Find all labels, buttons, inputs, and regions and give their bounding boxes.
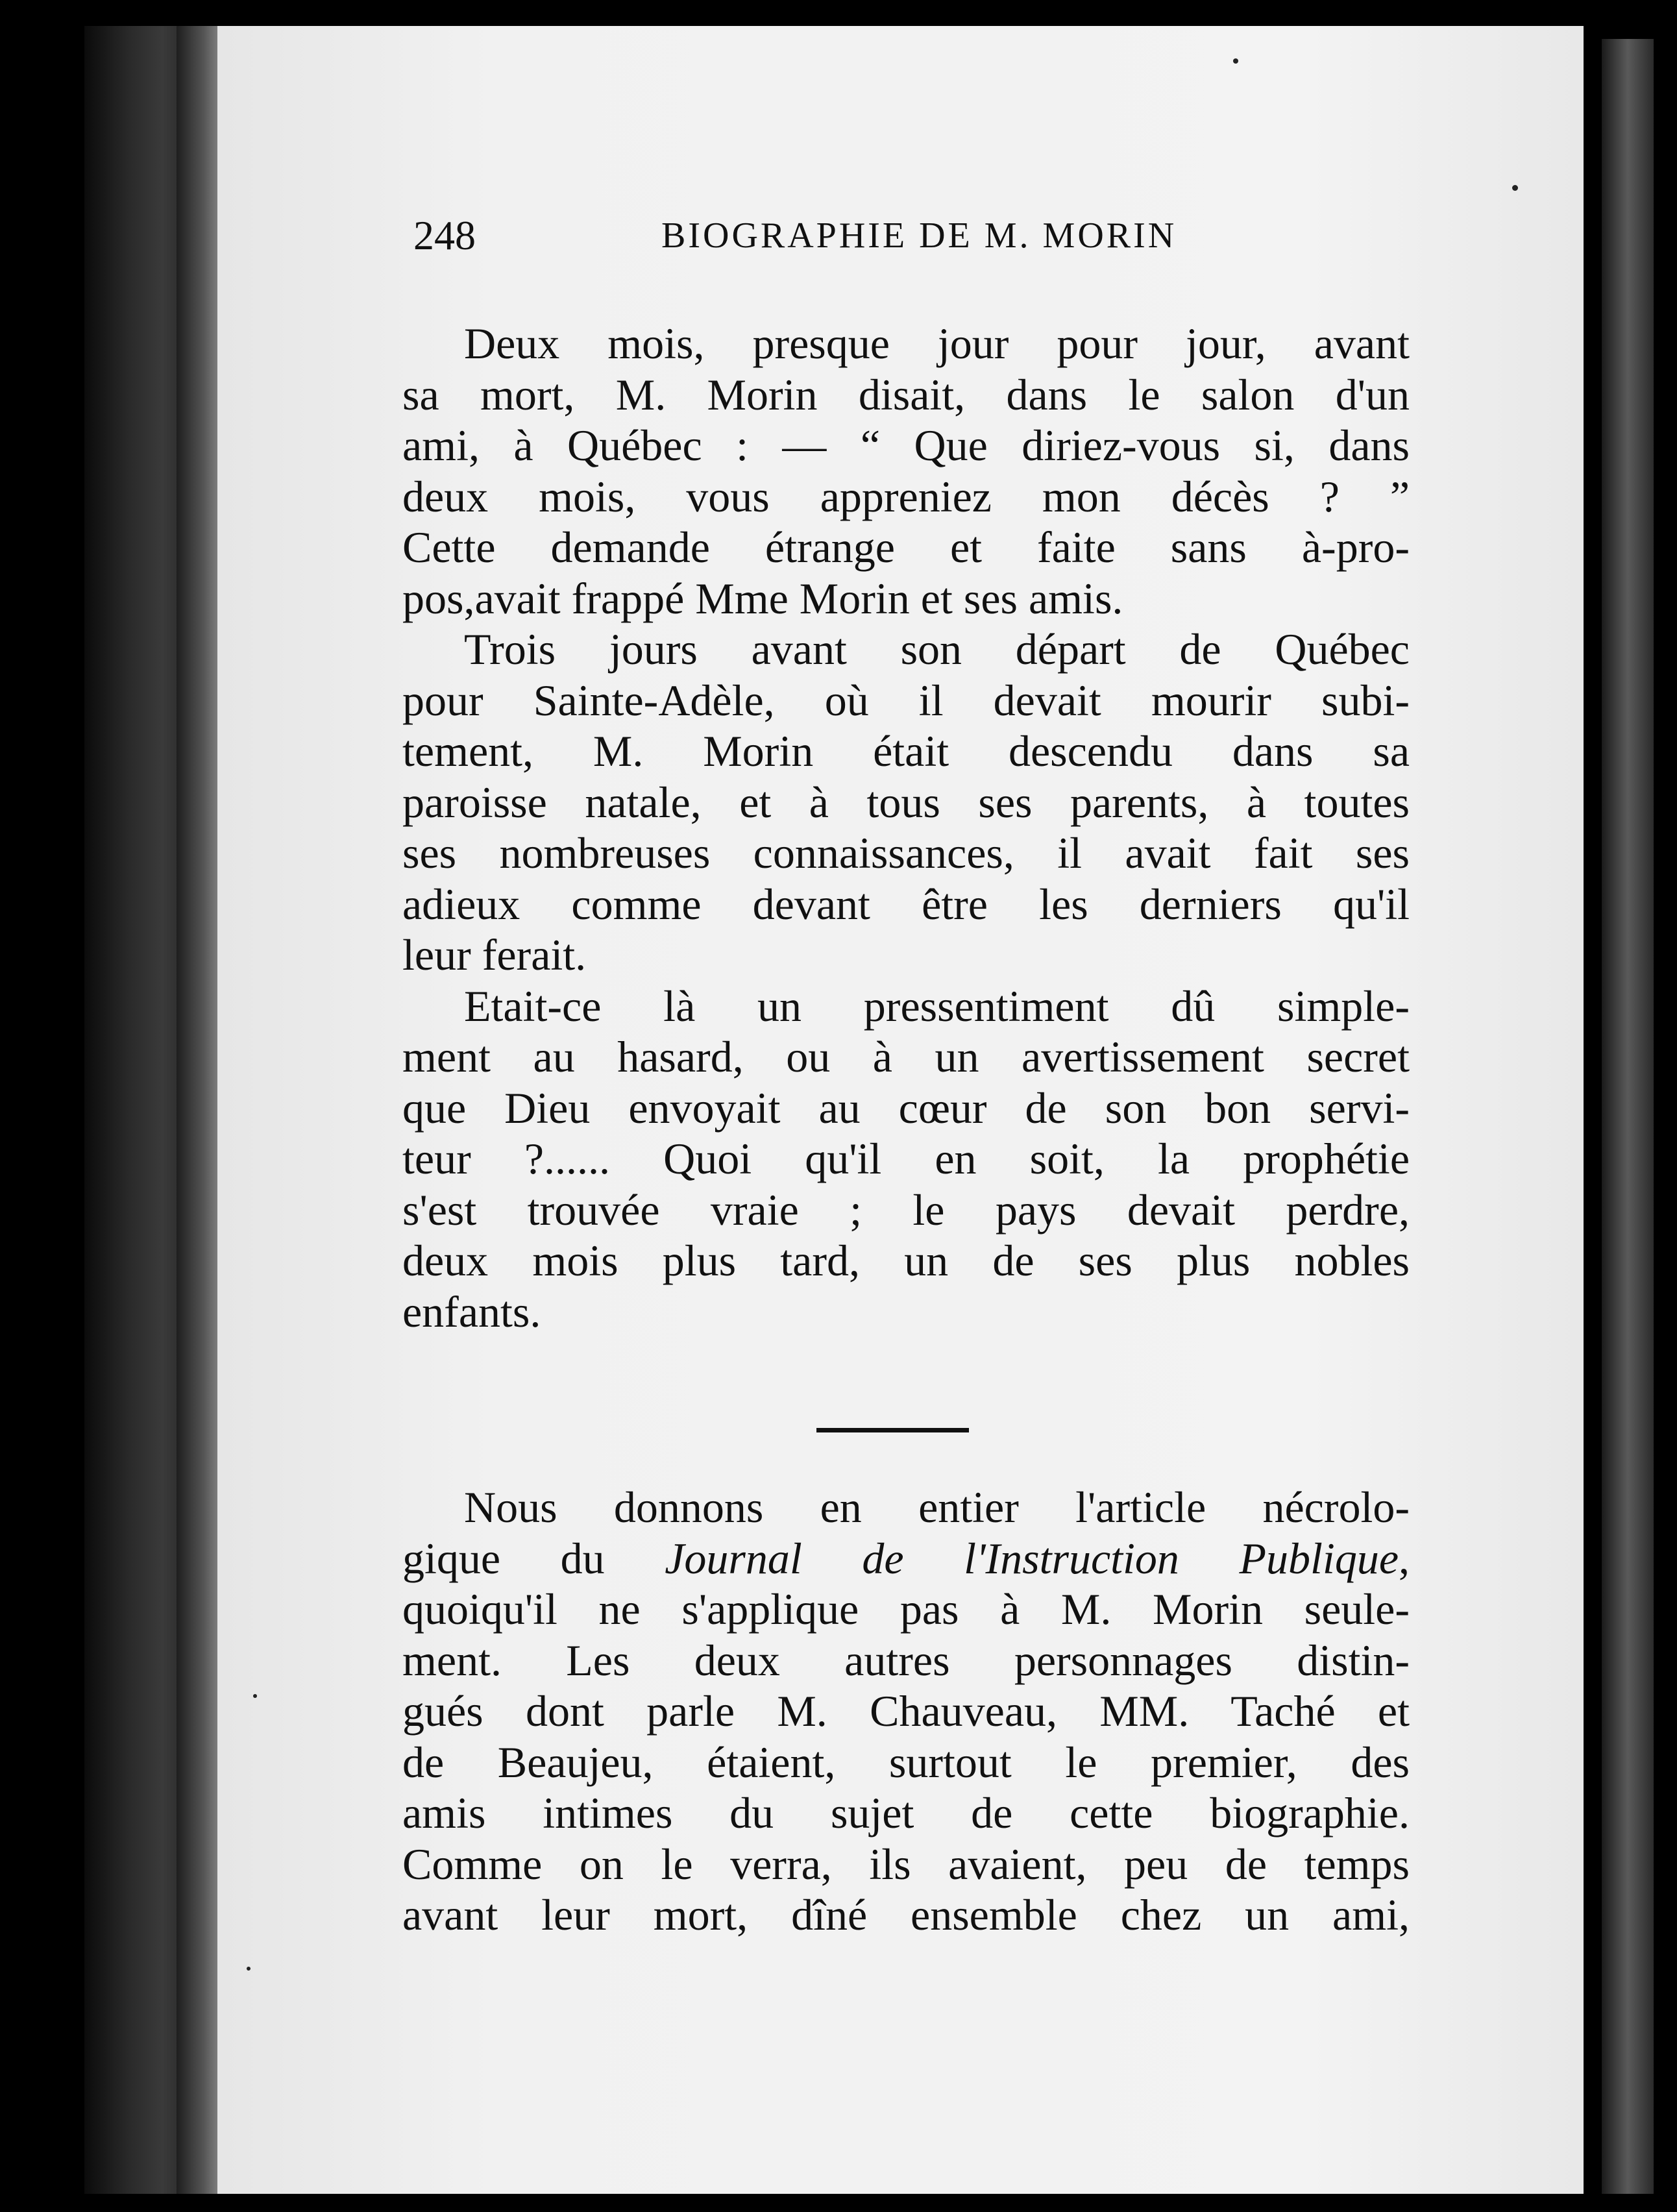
text-line: de Beaujeu, étaient, surtout le premier, des [402, 1737, 1410, 1787]
text-line-with-title [402, 1533, 1410, 1584]
text-line: Deux mois, presque jour pour jour, avant [464, 319, 1410, 368]
text-line: sa mort, M. Morin disait, dans le salon d'un [402, 369, 1410, 419]
page-gutter-shadow [177, 26, 222, 2194]
paragraph-prediction [402, 318, 1410, 624]
page-header [413, 206, 1251, 265]
section-divider [816, 1428, 969, 1432]
journal-title: Journal de l'Instruction Publique [665, 1533, 1399, 1583]
text-line: leur ferait. [402, 930, 587, 979]
page-number: 248 [413, 212, 476, 258]
text-segment: , [1399, 1533, 1410, 1583]
text-line: pos,avait frappé Mme Morin et ses amis. [402, 573, 1123, 623]
text-line: Nous donnons en entier l'article nécrolo- [464, 1482, 1410, 1532]
text-line: ses nombreuses connaissances, il avait fait ses [402, 828, 1410, 878]
text-line: Trois jours avant son départ de Québec [464, 624, 1410, 674]
text-line: teur ?...... Quoi qu'il en soit, la prophétie [402, 1134, 1410, 1183]
paper-speck [1233, 58, 1238, 64]
text-line: s'est trouvée vraie ; le pays devait perdre, [402, 1185, 1410, 1235]
text-line: Cette demande étrange et faite sans à-pro- [402, 522, 1410, 572]
text-line: adieux comme devant être les derniers qu'il [402, 879, 1410, 929]
text-line: ment. Les deux autres personnages distin- [402, 1635, 1410, 1685]
text-line: enfants. [402, 1286, 541, 1336]
body-text-top [402, 318, 1410, 1337]
text-line: deux mois, vous appreniez mon décès ? ” [402, 471, 1410, 521]
text-line: avant leur mort, dîné ensemble chez un ami, [402, 1890, 1410, 1939]
text-line: pour Sainte-Adèle, où il devait mourir subi- [402, 675, 1410, 725]
text-line: tement, M. Morin était descendu dans sa [402, 726, 1410, 776]
text-line: gués dont parle M. Chauveau, MM. Taché et [402, 1686, 1410, 1736]
body-text-bottom [402, 1482, 1410, 1941]
text-segment: gique du [402, 1533, 665, 1583]
text-line: ment au hasard, ou à un avertissement secret [402, 1032, 1410, 1081]
text-line: deux mois plus tard, un de ses plus nobles [402, 1236, 1410, 1285]
adjacent-page-edge [1602, 39, 1654, 2194]
running-title: BIOGRAPHIE DE M. MORIN [661, 215, 1177, 256]
paper-speck [247, 1967, 251, 1971]
text-line: Etait-ce là un pressentiment dû simple- [464, 981, 1410, 1031]
paper-speck [1512, 185, 1518, 191]
paragraph-farewell [402, 624, 1410, 981]
paragraph-premonition [402, 981, 1410, 1338]
text-line: amis intimes du sujet de cette biographie. [402, 1788, 1410, 1837]
paper-speck [253, 1694, 257, 1698]
text-line: paroisse natale, et à tous ses parents, à toutes [402, 777, 1410, 827]
text-line: que Dieu envoyait au cœur de son bon servi- [402, 1083, 1410, 1133]
paragraph-obituary-intro [402, 1482, 1410, 1941]
text-line: quoiqu'il ne s'applique pas à M. Morin seule- [402, 1584, 1410, 1634]
text-line: ami, à Québec : — “ Que diriez-vous si, dans [402, 421, 1410, 470]
text-line: Comme on le verra, ils avaient, peu de temps [402, 1839, 1410, 1889]
